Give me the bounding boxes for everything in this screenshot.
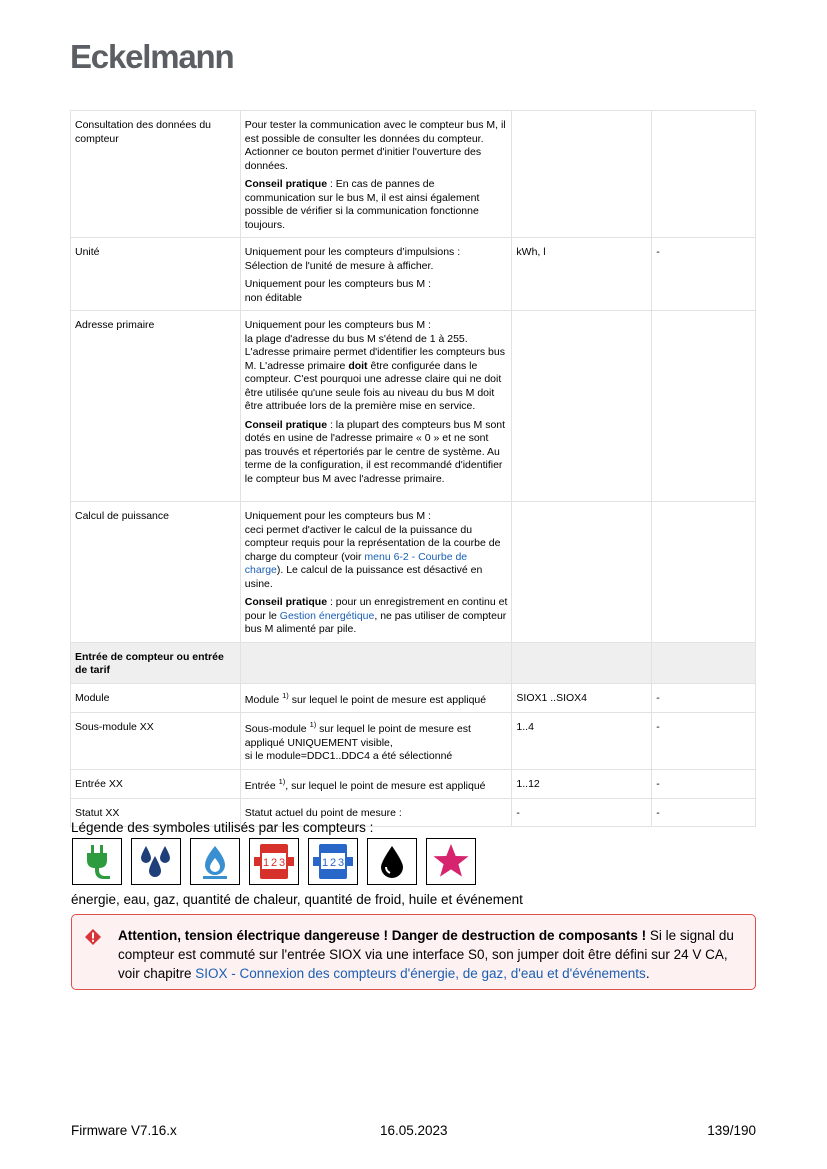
param-range — [512, 111, 652, 238]
parameter-table — [70, 110, 756, 827]
tip-text: , ne pas utiliser de compteur bus M alimenté par pile. — [244, 609, 507, 635]
param-name: Calcul de puissance — [71, 502, 241, 643]
desc-text: Module — [244, 693, 283, 706]
tip-label: Conseil pratique — [244, 596, 328, 608]
desc-paragraph: Pour tester la communication avec le compteur bus M, il est possible de consulter les données du compteur. Actionner ce bouton permet d'initier l'ouverture des données. — [244, 119, 506, 172]
desc-paragraph — [245, 319, 508, 414]
desc-text: ). Le calcul de la puissance est désactivé en usine. — [244, 564, 483, 590]
oil-drop-icon — [367, 838, 417, 885]
desc-text: Entrée — [244, 779, 279, 792]
empty-cell — [240, 642, 512, 683]
tip-text: : pour un enregistrement en continu et pour le — [244, 596, 508, 622]
desc-line: Sélection de l'unité de mesure à afficher. — [244, 259, 434, 272]
desc-line: Uniquement pour les compteurs d’impulsions : — [244, 246, 461, 258]
footer-date: 16.05.2023 — [380, 1123, 448, 1138]
meter-digit: 3 — [337, 857, 345, 869]
tip-paragraph — [245, 596, 508, 637]
company-logo: Eckelmann — [70, 38, 234, 75]
param-default: - — [652, 713, 756, 770]
tip-paragraph — [245, 178, 508, 232]
meter-digit: 1 — [321, 857, 329, 869]
param-name: Consultation des données du compteur — [71, 111, 241, 238]
desc-paragraph — [245, 278, 508, 305]
param-range: SIOX1 ..SIOX4 — [512, 683, 652, 713]
desc-text: sur lequel le point de mesure est appliqué UNIQUEMENT visible, — [244, 723, 471, 749]
desc-text: ceci permet d'activer le calcul de la puissance du compteur requis pour la représentation de la courbe de charge du compteur (voir — [244, 523, 501, 563]
meter-digit: 2 — [329, 857, 337, 869]
desc-text: sur lequel le point de mesure est appliqué — [288, 693, 487, 706]
param-default: - — [652, 769, 756, 799]
warning-end: . — [645, 966, 650, 981]
tip-label: Conseil pratique — [244, 178, 328, 190]
desc-paragraph — [245, 246, 508, 273]
warning-bold: Attention, tension électrique dangereuse ! Danger de destruction de composants ! — [118, 928, 647, 943]
link-siox-connexion[interactable]: SIOX - Connexion des compteurs d'énergie, de gaz, d'eau et d'événements — [195, 966, 646, 981]
desc-text: être configurée dans le compteur. C'est pourquoi une adresse claire qui ne doit être utilisée qu'une seule fois au niveau du bus M doit être attribuée lors de la première mise en service. — [244, 359, 502, 412]
warning-icon — [85, 929, 101, 945]
param-default — [652, 311, 756, 502]
param-default — [652, 111, 756, 238]
param-description — [240, 683, 512, 713]
footer-firmware: Firmware V7.16.x — [71, 1123, 177, 1138]
energy-plug-icon — [72, 838, 122, 885]
footnote-ref: 1) — [282, 690, 289, 700]
link-gestion-energetique[interactable]: Gestion énergétique — [279, 609, 375, 622]
param-default — [652, 502, 756, 643]
table-row — [71, 502, 756, 643]
param-default: - — [652, 683, 756, 713]
heat-meter-icon — [249, 838, 299, 885]
meter-digit: 2 — [270, 857, 278, 869]
param-name: Entrée XX — [71, 769, 241, 799]
cold-meter-icon — [308, 838, 358, 885]
param-description — [240, 769, 512, 799]
tip-text: : la plupart des compteurs bus M sont dotés en usine de l'adresse primaire « 0 » et ne sont pas trouvés et répertoriés par le centre de système. Au terme de la configuration, il est recommandé d'identifier le compteur bus M avec l'adresse primaire. — [244, 418, 506, 485]
param-name: Unité — [71, 238, 241, 311]
footer-page-number: 139/190 — [707, 1123, 756, 1138]
table-row — [71, 311, 756, 502]
param-default: - — [652, 238, 756, 311]
legend-title: Légende des symboles utilisés par les compteurs : — [71, 820, 374, 835]
tip-text: : En cas de pannes de communication sur le bus M, il est ainsi également possible de vérifier si la communication fonctionne toujours. — [244, 178, 480, 231]
desc-intro: Uniquement pour les compteurs bus M : — [244, 510, 431, 522]
desc-paragraph — [245, 510, 508, 591]
empty-cell — [512, 642, 652, 683]
link-courbe-de-charge[interactable]: menu 6-2 - Courbe de charge — [244, 550, 468, 576]
meter-digit: 3 — [278, 857, 286, 869]
legend-caption: énergie, eau, gaz, quantité de chaleur, quantité de froid, huile et événement — [71, 892, 523, 907]
desc-intro: Uniquement pour les compteurs bus M : — [244, 319, 431, 331]
param-description — [240, 502, 512, 643]
param-name: Sous-module XX — [71, 713, 241, 770]
warning-text — [118, 928, 734, 981]
param-name: Adresse primaire — [71, 311, 241, 502]
desc-line: non éditable — [244, 291, 302, 304]
param-range — [512, 502, 652, 643]
param-description — [240, 111, 512, 238]
gas-flame-icon — [190, 838, 240, 885]
water-drops-icon — [131, 838, 181, 885]
footnote-ref: 1) — [278, 776, 286, 786]
tip-label: Conseil pratique — [244, 418, 328, 431]
desc-text: , sur lequel le point de mesure est appliqué — [285, 779, 486, 792]
footnote-ref: 1) — [309, 720, 317, 729]
desc-bold: doit — [348, 359, 368, 372]
desc-line: Uniquement pour les compteurs bus M : — [244, 278, 431, 290]
param-range — [512, 311, 652, 502]
event-star-icon — [426, 838, 476, 885]
param-default: - — [652, 799, 756, 827]
desc-text: si le module=DDC1..DDC4 a été sélectionné — [244, 750, 453, 762]
table-row — [71, 769, 756, 799]
desc-text: Sous-module — [244, 723, 310, 735]
param-description: Statut actuel du point de mesure : — [240, 799, 512, 827]
empty-cell — [652, 642, 756, 683]
table-row — [71, 111, 756, 238]
param-description — [240, 713, 512, 770]
table-row — [71, 713, 756, 770]
table-row — [71, 238, 756, 311]
warning-body: Si le signal du compteur est commuté sur l'entrée SIOX via une interface S0, son jumper doit être défini sur 24 V CA, voir chapitre — [118, 928, 734, 981]
param-range: 1..12 — [512, 769, 652, 799]
meter-symbol-legend — [72, 838, 476, 885]
desc-text: la plage d'adresse du bus M s'étend de 1 à 255. L'adresse primaire permet d'identifier les compteurs bus M. L'adresse primaire — [244, 332, 505, 372]
param-name: Module — [71, 683, 241, 713]
section-title: Entrée de compteur ou entrée de tarif — [71, 642, 241, 683]
param-name: Statut XX — [71, 799, 241, 827]
warning-box — [71, 914, 756, 990]
param-description — [240, 238, 512, 311]
param-description — [240, 311, 512, 502]
tip-paragraph — [245, 419, 508, 487]
param-range: - — [512, 799, 652, 827]
param-range: 1..4 — [512, 713, 652, 770]
table-row — [71, 683, 756, 713]
param-range: kWh, l — [512, 238, 652, 311]
section-header-row — [71, 642, 756, 683]
meter-digit: 1 — [262, 857, 270, 869]
